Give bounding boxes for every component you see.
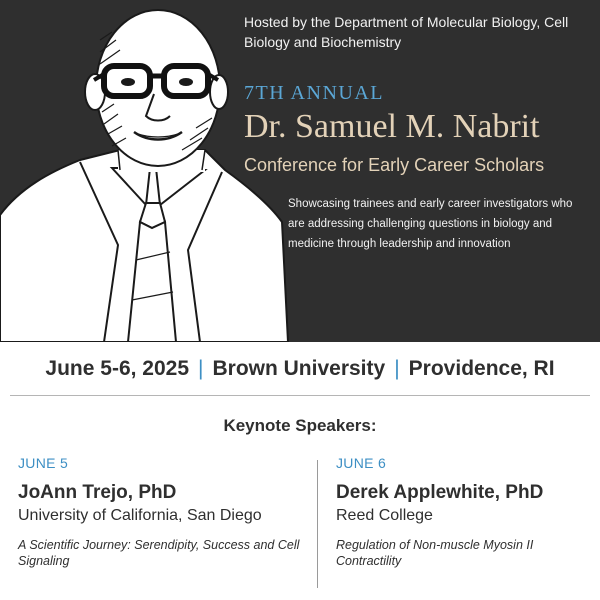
speaker-card: [336, 455, 596, 569]
speaker-divider: [317, 460, 318, 588]
speaker-name: Derek Applewhite, PhD: [336, 482, 544, 503]
speaker-talk-title: A Scientific Journey: Serendipity, Success and Cell Signaling: [18, 538, 300, 568]
conference-description: Showcasing trainees and early career investigators who are addressing challenging questions in biology and medicine through leadership and innovation: [288, 198, 573, 250]
speaker-name: JoAnn Trejo, PhD: [18, 482, 177, 503]
event-venue: Brown University: [212, 357, 386, 380]
keynote-heading: Keynote Speakers:: [223, 416, 377, 435]
event-dates: June 5-6, 2025: [45, 357, 190, 380]
honoree-name: Dr. Samuel M. Nabrit: [244, 108, 540, 145]
hosted-by-text: Hosted by the Department of Molecular Biology, Cell Biology and Biochemistry: [244, 14, 569, 50]
speaker-day: JUNE 6: [336, 455, 387, 471]
divider: [10, 395, 590, 396]
separator: |: [394, 357, 400, 380]
speaker-day: JUNE 5: [18, 455, 69, 471]
conference-title: Conference for Early Career Scholars: [244, 155, 545, 175]
event-details: [0, 357, 600, 381]
speaker-institution: Reed College: [336, 507, 433, 524]
edition-label: 7TH ANNUAL: [244, 82, 384, 104]
speaker-talk-title: Regulation of Non-muscle Myosin II Contractility: [336, 538, 534, 568]
speaker-institution: University of California, San Diego: [18, 507, 262, 524]
speaker-card: [18, 455, 308, 569]
separator: |: [198, 357, 204, 380]
event-location: Providence, RI: [408, 357, 555, 380]
